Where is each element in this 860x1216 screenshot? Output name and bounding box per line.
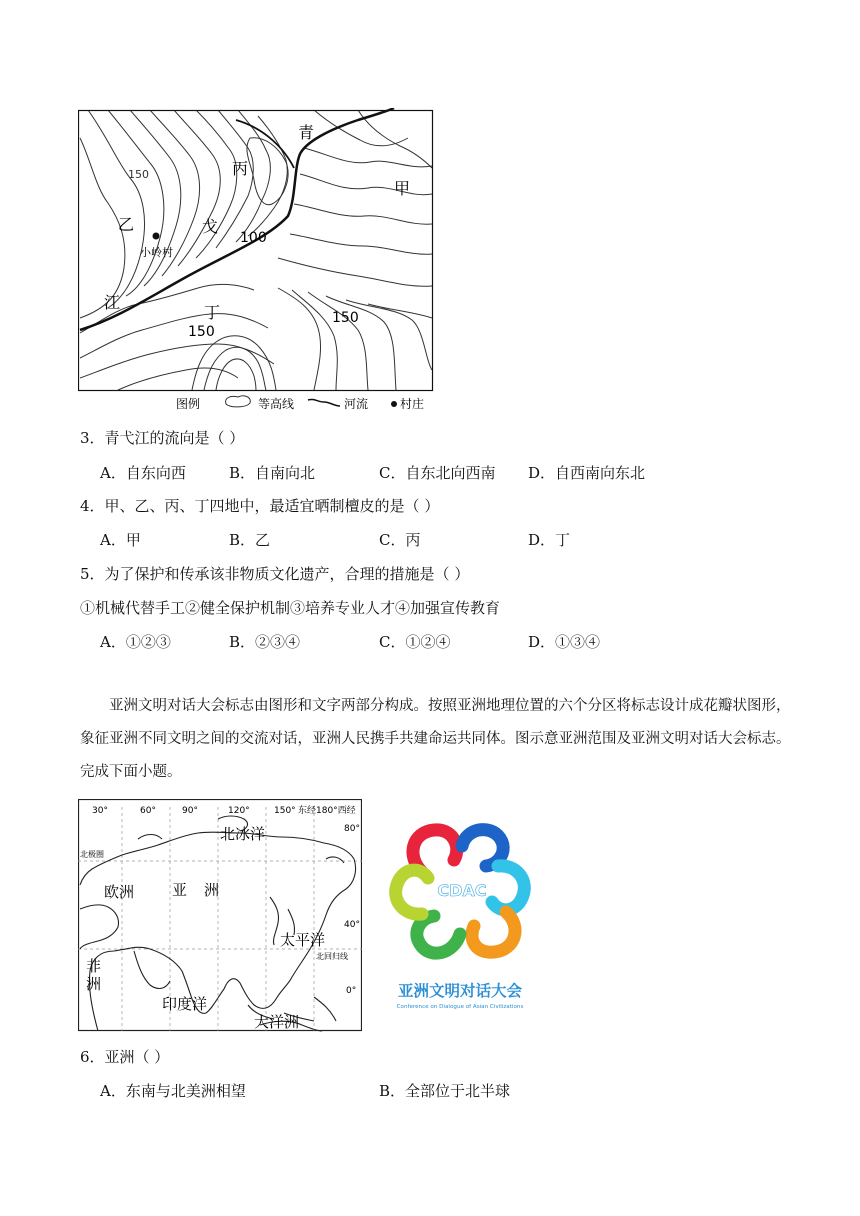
q3-option-d[interactable]: D．自西南向东北 xyxy=(528,464,646,482)
village-dot-icon xyxy=(153,233,160,240)
passage-text: 亚洲文明对话大会标志由图形和文字两部分构成。按照亚洲地理位置的六个分区将标志设计成花瓣状图形，象征亚洲不同文明之间的交流对话，亚洲人民携手共建命运共同体。图示意亚洲范围及亚洲文明对话大会标志。完成下面小题。 xyxy=(80,698,791,780)
q4-option-b[interactable]: B．乙 xyxy=(229,531,271,549)
logo-acronym: CDAC xyxy=(437,881,487,900)
q5-option-a[interactable]: A．①②③ xyxy=(100,633,171,651)
topographic-map xyxy=(78,108,434,414)
label-ding: 丁 xyxy=(204,303,221,322)
asia-map xyxy=(78,799,362,1033)
contour-label-150-s: 150 xyxy=(188,324,215,340)
tropic-label: 北回归线 xyxy=(316,952,348,961)
question-3-stem: 3．青弋江的流向是（ ） xyxy=(80,429,245,447)
river-legend-icon xyxy=(308,399,340,406)
asia-label-2: 洲 xyxy=(204,881,220,899)
cdac-logo xyxy=(382,816,542,1012)
africa-label-2: 洲 xyxy=(86,975,102,993)
q5-option-d[interactable]: D．①③④ xyxy=(528,633,601,651)
question-4-stem: 4．甲、乙、丙、丁四地中，最适宜晒制檀皮的是（ ） xyxy=(80,497,440,515)
question-5-measures: ①机械代替手工②健全保护机制③培养专业人才④加强宣传教育 xyxy=(80,599,501,617)
legend-village: 村庄 xyxy=(400,397,425,411)
label-jiang: 江 xyxy=(104,293,121,312)
logo-chinese-name: 亚洲文明对话大会 xyxy=(397,982,523,1000)
contour-label-100: 100 xyxy=(240,230,267,246)
lon-30: 30° xyxy=(92,806,108,816)
lon-90: 90° xyxy=(182,806,198,816)
q4-option-c[interactable]: C．丙 xyxy=(379,531,421,549)
lon-150: 150° xyxy=(274,806,296,816)
q3-option-a[interactable]: A．自东向西 xyxy=(100,464,186,482)
contour-label-150-se: 150 xyxy=(332,310,359,326)
q6-option-b[interactable]: B．全部位于北半球 xyxy=(379,1082,511,1100)
logo-petal-green xyxy=(417,916,460,953)
legend-contour: 等高线 xyxy=(258,397,295,411)
logo-petal-cyan xyxy=(492,866,524,910)
contour-legend-icon xyxy=(226,396,251,407)
question-6-stem: 6．亚洲（ ） xyxy=(80,1048,170,1066)
contour-label-150-nw: 150 xyxy=(128,168,149,181)
q5-option-c[interactable]: C．①②④ xyxy=(379,633,451,651)
lat-40: 40° xyxy=(344,920,360,930)
arctic-ocean-label: 北冰洋 xyxy=(220,825,266,843)
label-yi: 乙 xyxy=(118,215,135,234)
q4-option-d[interactable]: D．丁 xyxy=(528,531,571,549)
lat-80: 80° xyxy=(344,824,360,834)
logo-petal-orange xyxy=(472,912,515,952)
africa-label-1: 非 xyxy=(86,957,102,975)
q6-option-a[interactable]: A．东南与北美洲相望 xyxy=(100,1082,246,1100)
label-jia: 甲 xyxy=(394,179,411,198)
logo-petal-yellowgreen xyxy=(396,870,428,914)
logo-english-name: Conference on Dialogue of Asian Civilizations xyxy=(396,1004,524,1010)
map-frame xyxy=(79,111,433,391)
europe-label: 欧洲 xyxy=(104,883,135,901)
q3-option-c[interactable]: C．自东北向西南 xyxy=(379,464,496,482)
question-5-stem: 5．为了保护和传承该非物质文化遗产，合理的措施是（ ） xyxy=(80,565,470,583)
asia-label-1: 亚 xyxy=(172,881,188,899)
village-legend-icon xyxy=(391,401,397,407)
lon-120: 120° xyxy=(228,806,250,816)
lat-0: 0° xyxy=(346,986,357,996)
passage xyxy=(80,690,792,789)
indian-ocean-label: 印度洋 xyxy=(162,995,208,1013)
lon-180: 东经180°西经 xyxy=(298,806,356,816)
label-village: 小岭村 xyxy=(140,246,173,259)
q3-option-b[interactable]: B．自南向北 xyxy=(229,464,316,482)
label-ge: 戈 xyxy=(202,217,219,236)
legend-river: 河流 xyxy=(344,397,369,411)
arctic-circle-label: 北极圈 xyxy=(80,850,104,859)
legend-title: 图例 xyxy=(176,397,201,411)
lon-60: 60° xyxy=(140,806,156,816)
label-bing: 丙 xyxy=(232,159,249,178)
q4-option-a[interactable]: A．甲 xyxy=(100,531,141,549)
pacific-label: 太平洋 xyxy=(280,931,326,949)
oceania-label: 大洋洲 xyxy=(254,1013,300,1031)
q5-option-b[interactable]: B．②③④ xyxy=(229,633,301,651)
label-qing: 青 xyxy=(298,123,315,142)
